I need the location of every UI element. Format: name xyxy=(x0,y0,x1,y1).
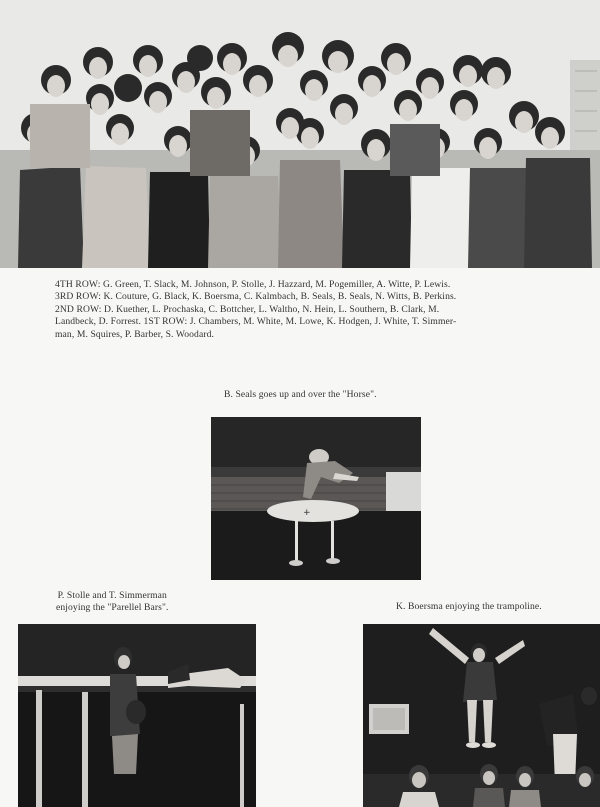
roster-line: man, M. Squires, P. Barber, S. Woodard. xyxy=(55,328,214,340)
roster-caption xyxy=(55,279,561,341)
bars-photo xyxy=(18,624,256,807)
roster-line: 2ND ROW: D. Kuether, L. Prochaska, C. Bottcher, L. Waltho, N. Hein, L. Southern, B. Clark, M. xyxy=(55,303,440,315)
group-photo xyxy=(0,0,600,268)
bars-photo-image xyxy=(18,624,256,807)
bars-caption xyxy=(56,590,169,615)
trampoline-photo-image xyxy=(363,624,600,807)
horse-caption: B. Seals goes up and over the "Horse". xyxy=(224,389,377,400)
bars-caption-line: enjoying the "Parellel Bars". xyxy=(56,602,169,614)
bars-caption-line: P. Stolle and T. Simmerman xyxy=(57,590,167,601)
svg-text:+: + xyxy=(303,508,311,518)
horse-photo xyxy=(211,417,421,580)
roster-line: Landbeck, D. Forrest. 1ST ROW: J. Chambers, M. White, M. Lowe, K. Hodgen, J. White, T. Simmer- xyxy=(55,316,457,328)
roster-line: 3RD ROW: K. Couture, G. Black, K. Boersma, C. Kalmbach, B. Seals, B. Seals, N. Witts, B. Perkins. xyxy=(55,291,457,303)
trampoline-caption: K. Boersma enjoying the trampoline. xyxy=(396,601,542,612)
group-photo-image xyxy=(0,0,600,268)
horse-photo-image xyxy=(211,417,421,580)
roster-line: 4TH ROW: G. Green, T. Slack, M. Johnson, P. Stolle, J. Hazzard, M. Pogemiller, A. Witte, P. Lewis. xyxy=(55,279,451,290)
trampoline-photo xyxy=(363,624,600,807)
